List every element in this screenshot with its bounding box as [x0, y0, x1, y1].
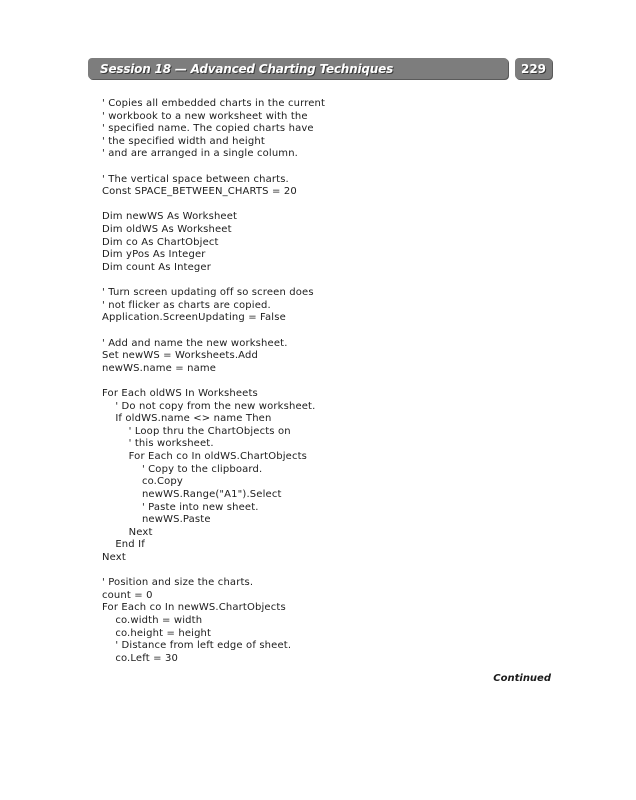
code-line: Dim newWS As Worksheet — [102, 211, 238, 223]
code-line: co.height = height — [102, 627, 212, 639]
code-line: ' Turn screen updating off so screen does — [102, 287, 314, 299]
header-title: Session 18 — Advanced Charting Techniques — [100, 61, 394, 76]
code-line: ' this worksheet. — [102, 438, 214, 450]
code-line: ' Paste into new sheet. — [102, 501, 259, 513]
code-line: Next — [102, 551, 126, 563]
code-line — [102, 275, 562, 288]
code-line: ' workbook to a new worksheet with the — [102, 110, 308, 122]
code-line: If oldWS.name <> name Then — [102, 413, 272, 425]
code-line: co.width = width — [102, 614, 203, 626]
code-line: ' the specified width and height — [102, 135, 265, 147]
code-line: newWS.name = name — [102, 362, 217, 374]
code-line: For Each oldWS In Worksheets — [102, 388, 258, 400]
code-line: Dim count As Integer — [102, 261, 211, 273]
code-line: newWS.Paste — [102, 514, 211, 526]
code-line: ' Do not copy from the new worksheet. — [102, 400, 316, 412]
continued-label: Continued — [493, 673, 551, 684]
code-line: co.Copy — [102, 476, 183, 488]
code-line: Next — [102, 526, 153, 538]
code-line: Set newWS = Worksheets.Add — [102, 350, 258, 362]
code-line: ' Loop thru the ChartObjects on — [102, 425, 291, 437]
code-line: newWS.Range("A1").Select — [102, 488, 282, 500]
page-number: 229 — [520, 61, 547, 76]
code-line: Application.ScreenUpdating = False — [102, 312, 286, 324]
code-line: Dim yPos As Integer — [102, 249, 206, 261]
code-line: For Each co In oldWS.ChartObjects — [102, 451, 308, 463]
code-line: Const SPACE_BETWEEN_CHARTS = 20 — [102, 186, 297, 198]
code-line: count = 0 — [102, 589, 153, 601]
code-line: ' Distance from left edge of sheet. — [102, 640, 292, 652]
page-number-badge — [515, 58, 552, 79]
code-line — [102, 375, 562, 388]
code-line: ' Copies all embedded charts in the current — [102, 98, 326, 109]
code-line — [102, 199, 562, 212]
code-line: End If — [102, 539, 145, 551]
code-line: Dim co As ChartObject — [102, 236, 219, 248]
code-line: Dim oldWS As Worksheet — [102, 224, 232, 236]
code-line — [102, 161, 562, 174]
code-line — [102, 565, 562, 578]
code-line: ' Add and name the new worksheet. — [102, 337, 288, 349]
code-line: co.Left = 30 — [102, 652, 179, 664]
code-line — [102, 325, 562, 338]
code-listing — [102, 98, 562, 665]
code-line: ' and are arranged in a single column. — [102, 148, 299, 160]
code-line: For Each co In newWS.ChartObjects — [102, 602, 286, 614]
code-line: ' specified name. The copied charts have — [102, 123, 314, 135]
code-line: ' Position and size the charts. — [102, 577, 254, 589]
running-header — [88, 58, 508, 79]
code-line: ' Copy to the clipboard. — [102, 463, 263, 475]
code-line: ' The vertical space between charts. — [102, 173, 289, 185]
code-line: ' not flicker as charts are copied. — [102, 299, 271, 311]
